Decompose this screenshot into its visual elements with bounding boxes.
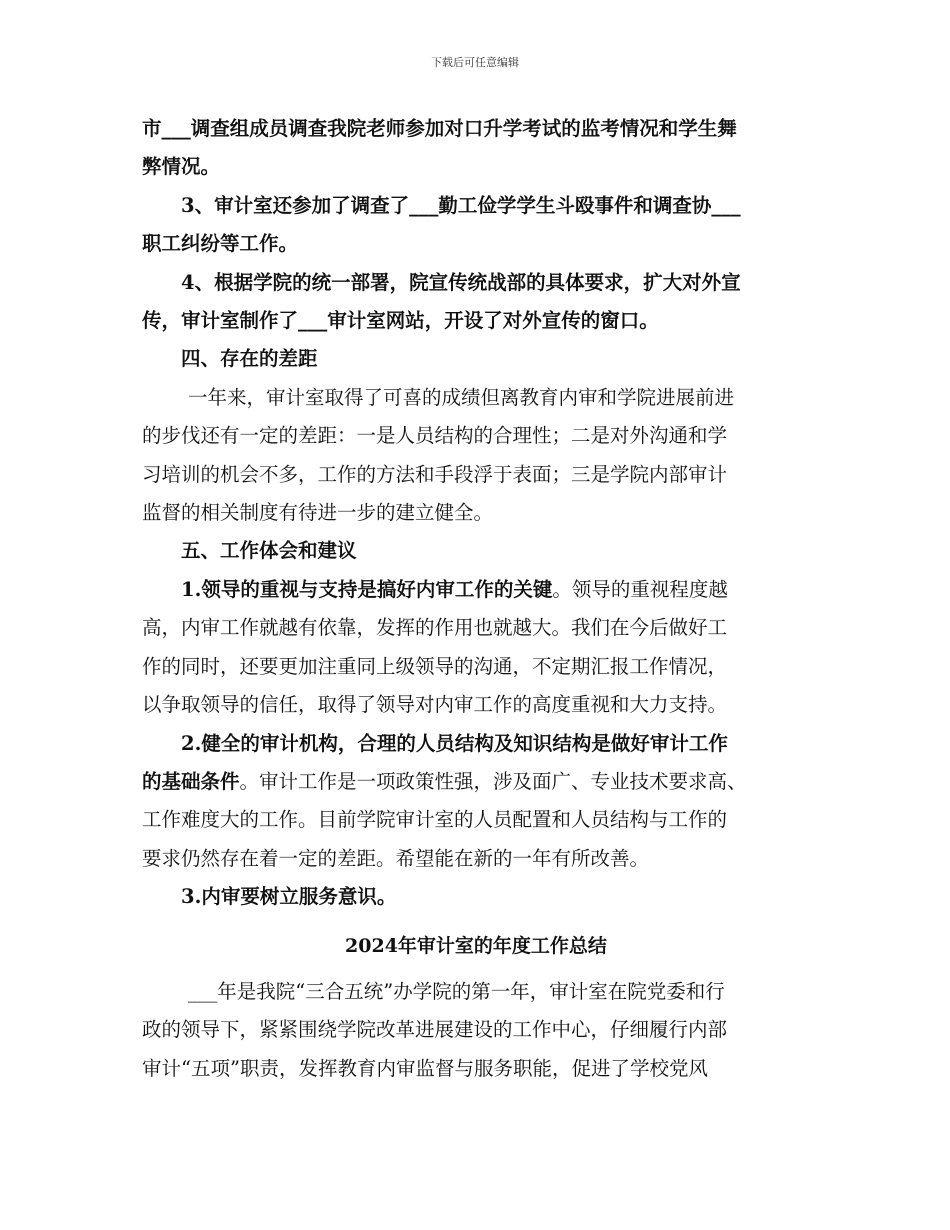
paragraph-line: 作的同时，还要更加注重同上级领导的沟通，不定期汇报工作情况， [142,654,728,678]
list-item-4: 4、根据学院的统一部署，院宣传统战部的具体要求，扩大对外宣 [181,270,741,294]
bold-lead: 的基础条件 [142,769,240,793]
paragraph-line: 市___调查组成员调查我院老师参加对口升学考试的监考情况和学生舞 [142,117,737,140]
paragraph-line: 政的领导下，紧紧围绕学院改革进展建设的工作中心，仔细履行内部 [142,1018,728,1042]
line-rest: 。领导的重视程度越 [552,577,728,601]
paragraph-line: 工作难度大的工作。目前学院审计室的人员配置和人员结构与工作的 [142,808,728,832]
paragraph-line: 习培训的机会不多，工作的方法和手段浮于表面；三是学院内部审计 [142,462,728,486]
paragraph-line: 的步伐还有一定的差距：一是人员结构的合理性；二是对外沟通和学 [142,424,728,448]
paragraph-line [142,763,810,801]
section-heading-4: 四、存在的差距 [181,347,318,371]
paragraph-line: 以争取领导的信任，取得了领导对内审工作的高度重视和大力支持。 [142,693,728,717]
document-title: 2024年审计室的年度工作总结 [345,934,607,957]
paragraph-line: 3.内审要树立服务意识。 [181,885,397,909]
paragraph-line: 传，审计室制作了___审计室网站，开设了对外宣传的窗口。 [142,309,659,333]
document-body [142,110,810,1088]
paragraph-line [142,571,810,609]
page-header: 下载后可任意编辑 [431,56,519,69]
list-item-3: 3、审计室还参加了调查了___勤工俭学学生斗殴事件和调查协___ [181,193,741,217]
bold-lead: 1.领导的重视与支持是搞好内审工作的关键 [181,577,553,601]
paragraph-line: 监督的相关制度有待进一步的建立健全。 [142,501,494,525]
paragraph-line: ___年是我院“三合五统”办学院的第一年，审计室在院党委和行 [188,979,725,1003]
paragraph-line: 弊情况。 [142,155,221,179]
paragraph-line: 要求仍然存在着一定的差距。希望能在新的一年有所改善。 [142,846,650,870]
paragraph-line: 审计“五项”职责，发挥教育内审监督与服务职能，促进了学校党风 [142,1056,708,1080]
paragraph-line: 高，内审工作就越有依靠，发挥的作用也就越大。我们在今后做好工 [142,616,728,640]
section-heading-5: 五、工作体会和建议 [181,539,357,563]
paragraph-line: 一年来，审计室取得了可喜的成绩但离教育内审和学院进展前进 [188,385,735,409]
paragraph-line: 职工纠纷等工作。 [142,232,299,256]
paragraph-line: 2.健全的审计机构，合理的人员结构及知识结构是做好审计工作 [181,731,728,755]
line-rest: 。审计工作是一项政策性强，涉及面广、专业技术要求高、 [239,769,747,793]
